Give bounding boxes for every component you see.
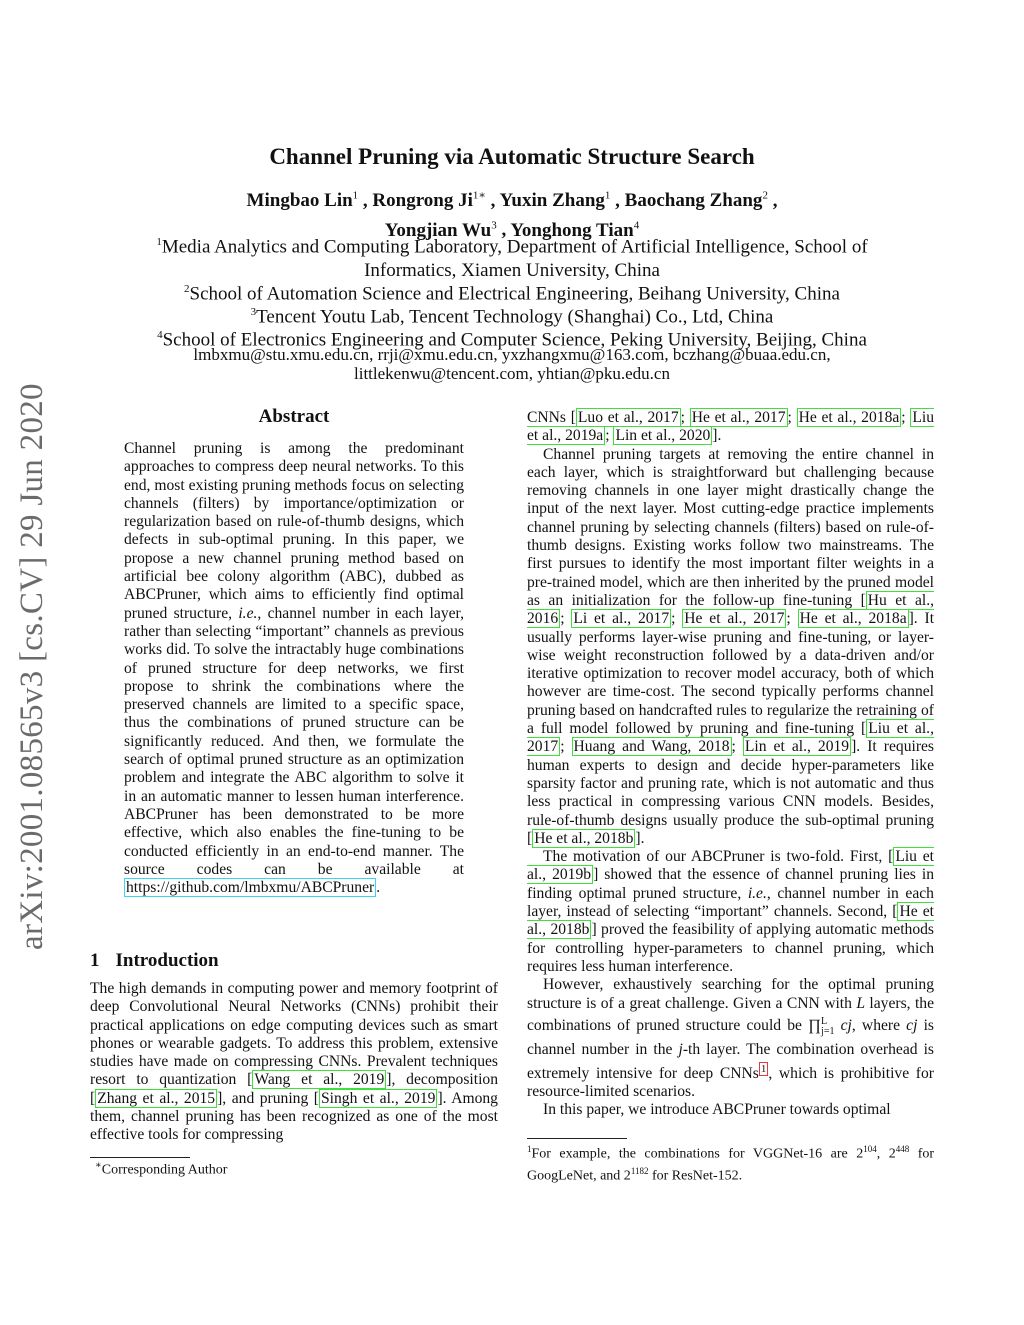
author: Baochang Zhang$^2$ [624,190,768,212]
abstract-heading: Abstract [258,406,330,427]
citation-link[interactable]: Huang and Wang, 2018 [573,738,730,756]
affiliation: $^1$Media Analytics and Computing Laboratory, Department of Artificial Intelligence, School of Informatics, Xiamen University, China [156,236,868,281]
citation-link[interactable]: Liu et al., 2017 [527,720,934,756]
paper-title: Channel Pruning via Automatic Structure Search [269,144,755,169]
footnote: $^1$For example, the combinations for VGGNet-16 are $2^{104}$, $2^{448}$ for GoogLeNet, and $2^{1182}$ for ResNet-152. [527,1144,935,1184]
citation-link[interactable]: Zhang et al., 2015 [97,1089,216,1107]
footnote-link[interactable]: 1 [760,1062,767,1075]
paragraph: Channel pruning targets at removing the entire channel in each layer, which is straightforward but challenging because removing channels in one layer might drastically change the input of the next layer. Most cutting-edge practice implements channel pruning by selecting channels (filters) based on rule-of-thumb designs. Existing works follow two mainstreams. The first pursues to identify the most important filter weights in a pre-trained model, which are then inherited by the pruned model as an initialization for the follow-up fine-tuning [ Hu et al., 2016 ; Li et al., 2017 ; He et al., 2017 ; He et al., 2018a ]. It usually performs layer-wise pruning and fine-tuning, or layer-wise weight reconstruction followed by a data-driven and/or iterative optimization to recover model accuracy, both of which however are time-cost. The second typically performs channel pruning based on handcrafted rules to regularize the retraining of a full model followed by pruning and fine-tuning [ Liu et al., 2017 ; Huang and Wang, 2018 ; Lin et al., 2019 ]. It requires human experts to design and decide hyper-parameters like sparsity factor and pruning rate, which is not automatic and thus less practical in compressing various CNN models. Besides, rule-of-thumb designs usually produce the sub-optimal pruning [ He et al., 2018b ]. [527,445,935,847]
abstract-body: Channel pruning is among the predominant approaches to compress deep neural networks. To this end, most existing pruning methods focus on selecting channels (filters) by importance/optimization or regularization based on rule-of-thumb designs, which defects in sub-optimal pruning. In this paper, we propose a new channel pruning method based on artificial bee colony algorithm (ABC), dubbed as ABCPruner, which aims to efficiently find optimal pruned structure, i.e., channel number in each layer, rather than selecting “important” channels as previous works did. To solve the intractably huge combinations of pruned structure for deep networks, we first propose to shrink the combinations where the preserved channels are limited to a specific space, thus the combinations of pruned structure can be significantly reduced. And then, we formulate the search of optimal pruned structure as an optimization problem and integrate the ABC algorithm to solve it in an automatic manner to lessen human interference. ABCPruner has been demonstrated to be more effective, which also enables the fine-tuning to be conducted efficiently in an end-to-end manner. The source codes can be available at https://github.com/lmbxmu/ABCPruner . [124,440,464,897]
intro-paragraph: The high demands in computing power and memory footprint of deep Convolutional Neural Networks (CNNs) prohibit their practical applications on edge computing devices such as smart phones or wearable gadgets. To address this problem, extensive studies have made on compressing CNNs. Prevalent techniques resort to quantization [ Wang et al., 2019 ], decomposition [ Zhang et al., 2015 ], and pruning [ Singh et al., 2019 ]. Among them, channel pruning has been recognized as one of the most effective tools for compressing [90,980,499,1144]
author-line-1: Mingbao Lin$^1$ , Rongrong $Ji^{1∗}$ , Yuxin Zhang$^1$ , Baochang Zhang$^2$ , [246,190,778,212]
source-code-link[interactable]: https://github.com/lmbxmu/ABCPruner [126,879,375,897]
citation-link[interactable]: Hu et al., 2016 [527,591,934,628]
footnote: ∗Corresponding Author [95,1160,228,1178]
author: Yonghong Tian$^4$ [510,219,640,241]
citation-link[interactable]: He et al., 2018b [534,829,634,847]
right-column [527,409,934,1120]
paragraph: The motivation of our ABCPruner is two-fold. First, [ Liu et al., 2019b ] showed that the essence of channel pruning lies in finding optimal pruned structure, i.e., channel number in each layer, instead of selecting “important” channels. Second, [ He et al., 2018b ] proved the feasibility of applying automatic methods for controlling hyper-parameters to channel pruning, which requires less human interference. [527,848,935,975]
citation-link[interactable]: He et al., 2018b [527,903,934,939]
citation-link[interactable]: Luo et al., 2017 [577,409,679,426]
paragraph: CNNs [ Luo et al., 2017 ; He et al., 2017 ; He et al., 2018a ; Liu et al., 2019a ; Lin et al., 2020 ]. [527,409,934,445]
section-heading: 1 Introduction [90,950,219,971]
arxiv-stamp: arXiv:2001.08565v3 [cs.CV] 29 Jun 2020 [14,383,50,950]
paragraph: However, exhaustively searching for the optimal pruning structure is of a great challenge. Given a CNN with L layers, the combinations of pruned structure could be ∏$^L_{j=1}$ cj, where cj is channel number in the j-th layer. The combination overhead is extremely intensive for deep CNNs $^1$ , which is prohibitive for resource-limited scenarios. [527,976,934,1101]
citation-link[interactable]: Liu et al., 2019a [527,409,934,445]
citation-link[interactable]: Singh et al., 2019 [320,1089,436,1107]
citation-link[interactable]: Lin et al., 2019 [744,738,850,756]
affiliation: $^2$School of Automation Science and Electrical Engineering, Beihang University, China [184,283,840,305]
author: Yuxin Zhang$^1$ [499,190,611,212]
author: Rongrong $Ji^{1∗}$ [372,190,486,212]
author: Mingbao Lin$^1$ [246,190,359,212]
email-line: littlekenwu@tencent.com, yhtian@pku.edu.cn [354,364,670,383]
footnote-rule [90,1157,190,1158]
affiliation: $^4$School of Electronics Engineering and Computer Science, Peking University, Beijing, China [157,329,867,351]
citation-link[interactable]: Liu et al., 2019b [527,848,935,884]
author: Yongjian Wu$^3$ [384,219,497,241]
citation-link[interactable]: Wang et al., 2019 [254,1071,385,1089]
footnote-rule [527,1138,627,1139]
citation-link[interactable]: Li et al., 2017 [573,610,670,628]
citation-link[interactable]: He et al., 2018a [798,409,900,426]
citation-link[interactable]: He et al., 2017 [684,610,785,628]
affiliation: $^3$Tencent Youtu Lab, Tencent Technology (Shanghai) Co., Ltd, China [250,306,774,328]
citation-link[interactable]: He et al., 2018a [799,610,907,628]
email-list [120,345,904,383]
email-line: lmbxmu@stu.xmu.edu.cn, rrji@xmu.edu.cn, yxzhangxmu@163.com, bczhang@buaa.edu.cn, [193,345,831,364]
paragraph: In this paper, we introduce ABCPruner towards optimal [543,1101,891,1119]
citation-link[interactable]: He et al., 2017 [691,409,786,426]
author-line-2: Yongjian Wu$^3$ , Yonghong Tian$^4$ [384,219,640,241]
citation-link[interactable]: Lin et al., 2020 [615,427,711,445]
